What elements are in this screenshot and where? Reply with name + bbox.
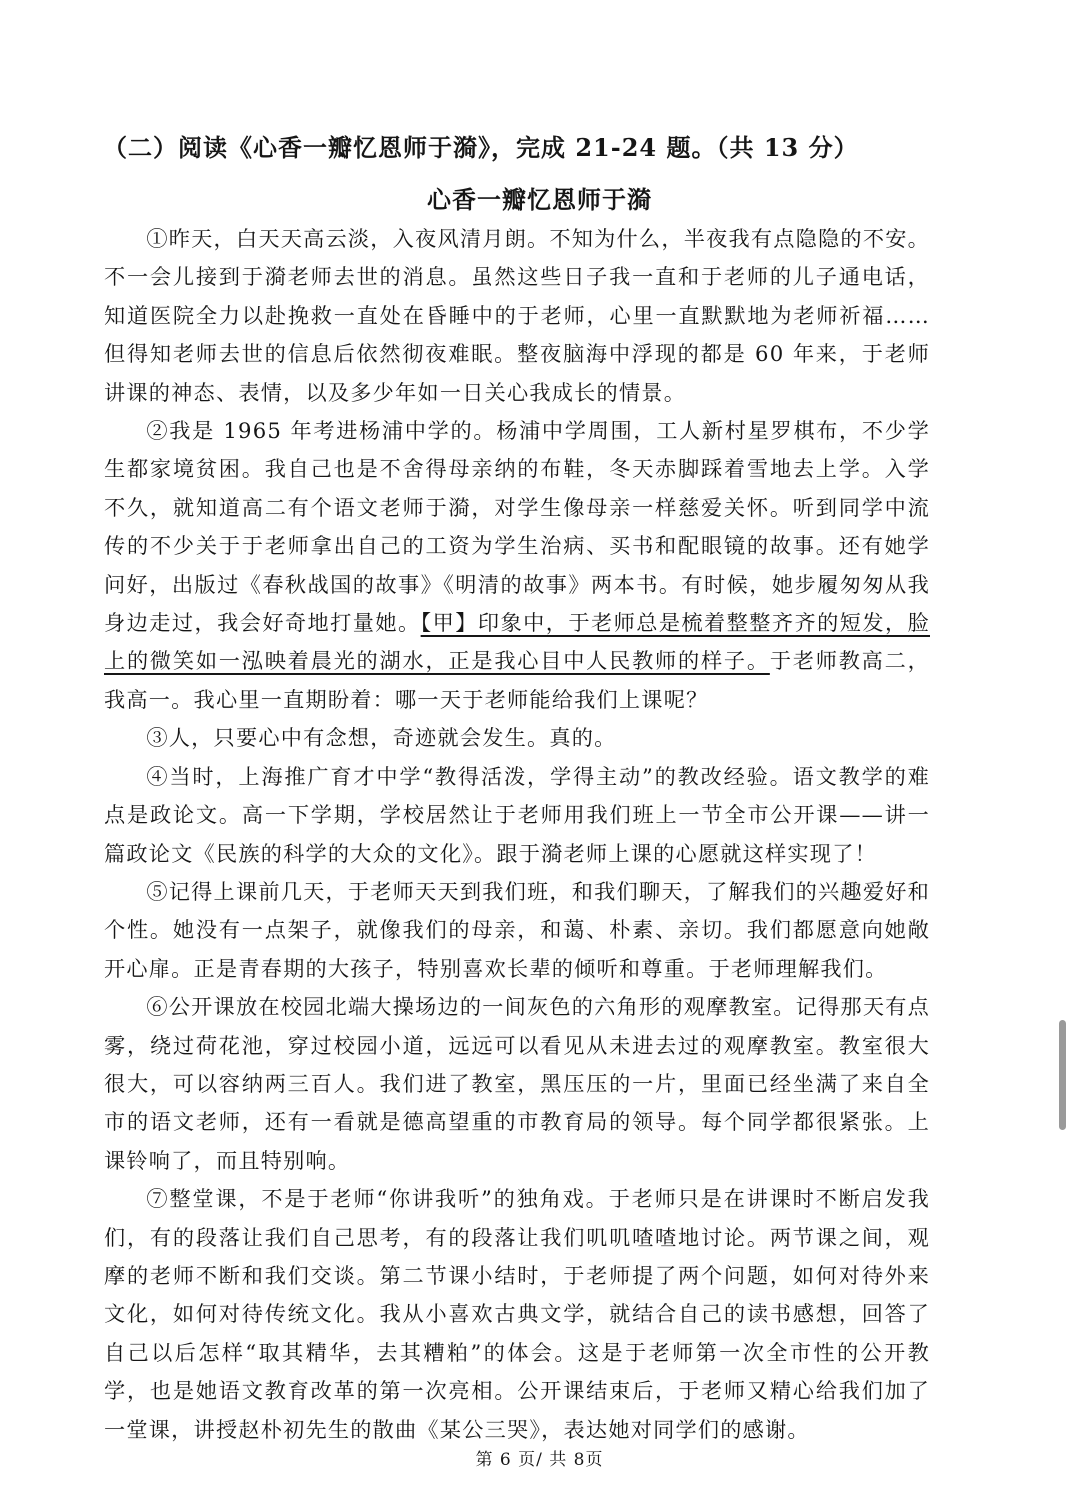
page-number-footer: 第 6 页/ 共 8页 <box>475 1450 604 1470</box>
paragraph-1: ①昨天，白天天高云淡，入夜风清月朗。不知为什么，半夜我有点隐隐的不安。不一会儿接到于漪老师去世的消息。虽然这些日子我一直和于老师的儿子通电话，知道医院全力以赴挽救一直处在昏睡中的于老师，心里一直默默地为老师祈福……但得知老师去世的信息后依然彻夜难眠。整夜脑海中浮现的都是 60 年来，于老师讲课的神态、表情，以及多少年如一日关心我成长的情景。 <box>104 226 930 405</box>
paragraph-4: ④当时，上海推广育才中学“教得活泼，学得主动”的教改经验。语文教学的难点是政论文。高一下学期，学校居然让于老师用我们班上一节全市公开课——讲一篇政论文《民族的科学的大众的文化》。跟于漪老师上课的心愿就这样实现了！ <box>104 763 930 866</box>
underlined-passage-jia: 【甲】印象中，于老师总是梳着整整齐齐的短发，脸上的微笑如一泓映着晨光的湖水，正是我心目中人民教师的样子。 <box>104 610 930 674</box>
section-heading: （二）阅读《心香一瓣忆恩师于漪》，完成 21-24 题。（共 13 分） <box>103 133 859 162</box>
paragraph-6: ⑥公开课放在校园北端大操场边的一间灰色的六角形的观摩教室。记得那天有点雾，绕过荷花池，穿过校园小道，远远可以看见从未进去过的观摩教室。教室很大很大，可以容纳两三百人。我们进了教室，黑压压的一片，里面已经坐满了来自全市的语文老师，还有一看就是德高望重的市教育局的领导。每个同学都很紧张。上课铃响了，而且特别响。 <box>104 994 930 1173</box>
paragraph-2-text-start: ②我是 1965 年考进杨浦中学的。杨浦中学周围，工人新村星罗棋布，不少学生都家境贫困。我自己也是不舍得母亲纳的布鞋，冬天赤脚踩着雪地去上学。入学不久，就知道高二有个语文老师于漪，对学生像母亲一样慈爱关怀。听到同学中流传的不少关于于老师拿出自己的工资为学生治病、买书和配眼镜的故事。还有她学问好，出版过《春秋战国的故事》《明清的故事》两本书。有时候，她步履匆匆从我身边走过，我会好奇地打量她。 <box>104 418 930 636</box>
paragraph-2 <box>104 412 930 719</box>
article-title: 心香一瓣忆恩师于漪 <box>427 185 652 214</box>
paragraph-2-text-end: 于老师教高二，我高一。我心里一直期盼着：哪一天于老师能给我们上课呢？ <box>104 648 930 712</box>
paragraph-3: ③人，只要心中有念想，奇迹就会发生。真的。 <box>146 725 617 751</box>
paragraph-7: ⑦整堂课，不是于老师“你讲我听”的独角戏。于老师只是在讲课时不断启发我们，有的段落让我们自己思考，有的段落让我们叽叽喳喳地讨论。两节课之间，观摩的老师不断和我们交谈。第二节课小结时，于老师提了两个问题，如何对待外来文化，如何对待传统文化。我从小喜欢古典文学，就结合自己的读书感想，回答了自己以后怎样“取其精华，去其糟粕”的体会。这是于老师第一次全市性的公开教学，也是她语文教育改革的第一次亮相。公开课结束后，于老师又精心给我们加了一堂课，讲授赵朴初先生的散曲《某公三哭》，表达她对同学们的感谢。 <box>104 1186 930 1442</box>
paragraph-5: ⑤记得上课前几天，于老师天天到我们班，和我们聊天，了解我们的兴趣爱好和个性。她没有一点架子，就像我们的母亲，和蔼、朴素、亲切。我们都愿意向她敞开心扉。正是青春期的大孩子，特别喜欢长辈的倾听和尊重。于老师理解我们。 <box>104 878 930 981</box>
scrollbar-thumb[interactable] <box>1059 1020 1066 1130</box>
article-body <box>104 220 930 1449</box>
